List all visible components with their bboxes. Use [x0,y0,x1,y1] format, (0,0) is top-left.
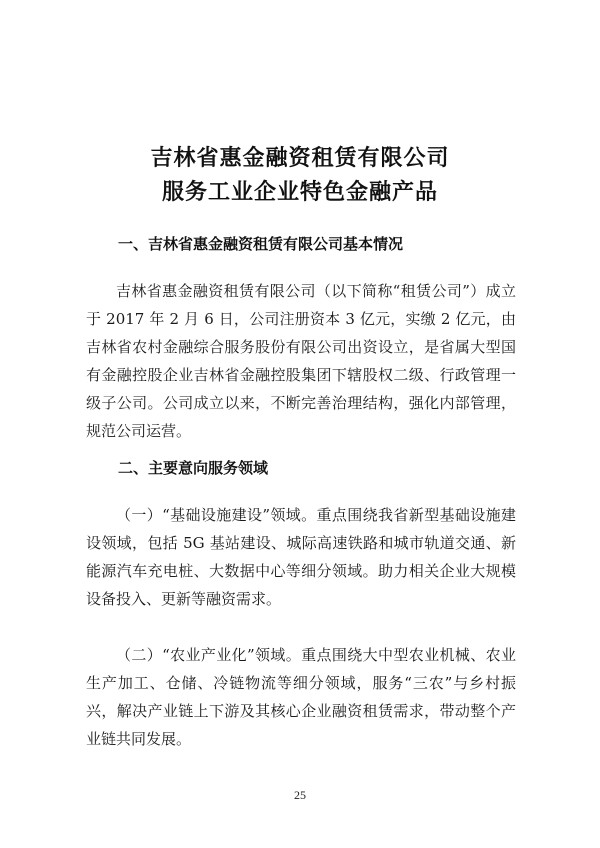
page-number: 25 [294,788,306,802]
paragraph-infrastructure: （一）“基础设施建设”领域。重点围绕我省新型基础设施建设领域，包括 5G 基站建设、城际高速铁路和城市轨道交通、新能源汽车充电桩、大数据中心等细分领域。助力相关企业大规模设备投入、更新等融资需求。 [86,506,516,608]
document-title-line-1: 吉林省惠金融资租赁有限公司 [150,146,450,171]
paragraph-company-overview: 吉林省惠金融资租赁有限公司（以下简称“租赁公司”）成立于 2017 年 2 月 6 日，公司注册资本 3 亿元，实缴 2 亿元，由吉林省农村金融综合服务股份有限公司出资设立，是省属大型国有金融控股企业吉林省金融控股集团下辖股权二级、行政管理一级子公司。公司成立以来，不断完善治理结构，强化内部管理，规范公司运营。 [86,282,516,440]
paragraph-agriculture: （二）“农业产业化”领域。重点围绕大中型农业机械、农业生产加工、仓储、冷链物流等细分领域，服务“三农”与乡村振兴，解决产业链上下游及其核心企业融资租赁需求，带动整个产业链共同发展。 [86,646,516,748]
document-title-line-2: 服务工业企业特色金融产品 [161,180,438,205]
section-heading-basic-info: 一、吉林省惠金融资租赁有限公司基本情况 [118,235,404,253]
section-heading-service-areas: 二、主要意向服务领域 [118,459,269,477]
